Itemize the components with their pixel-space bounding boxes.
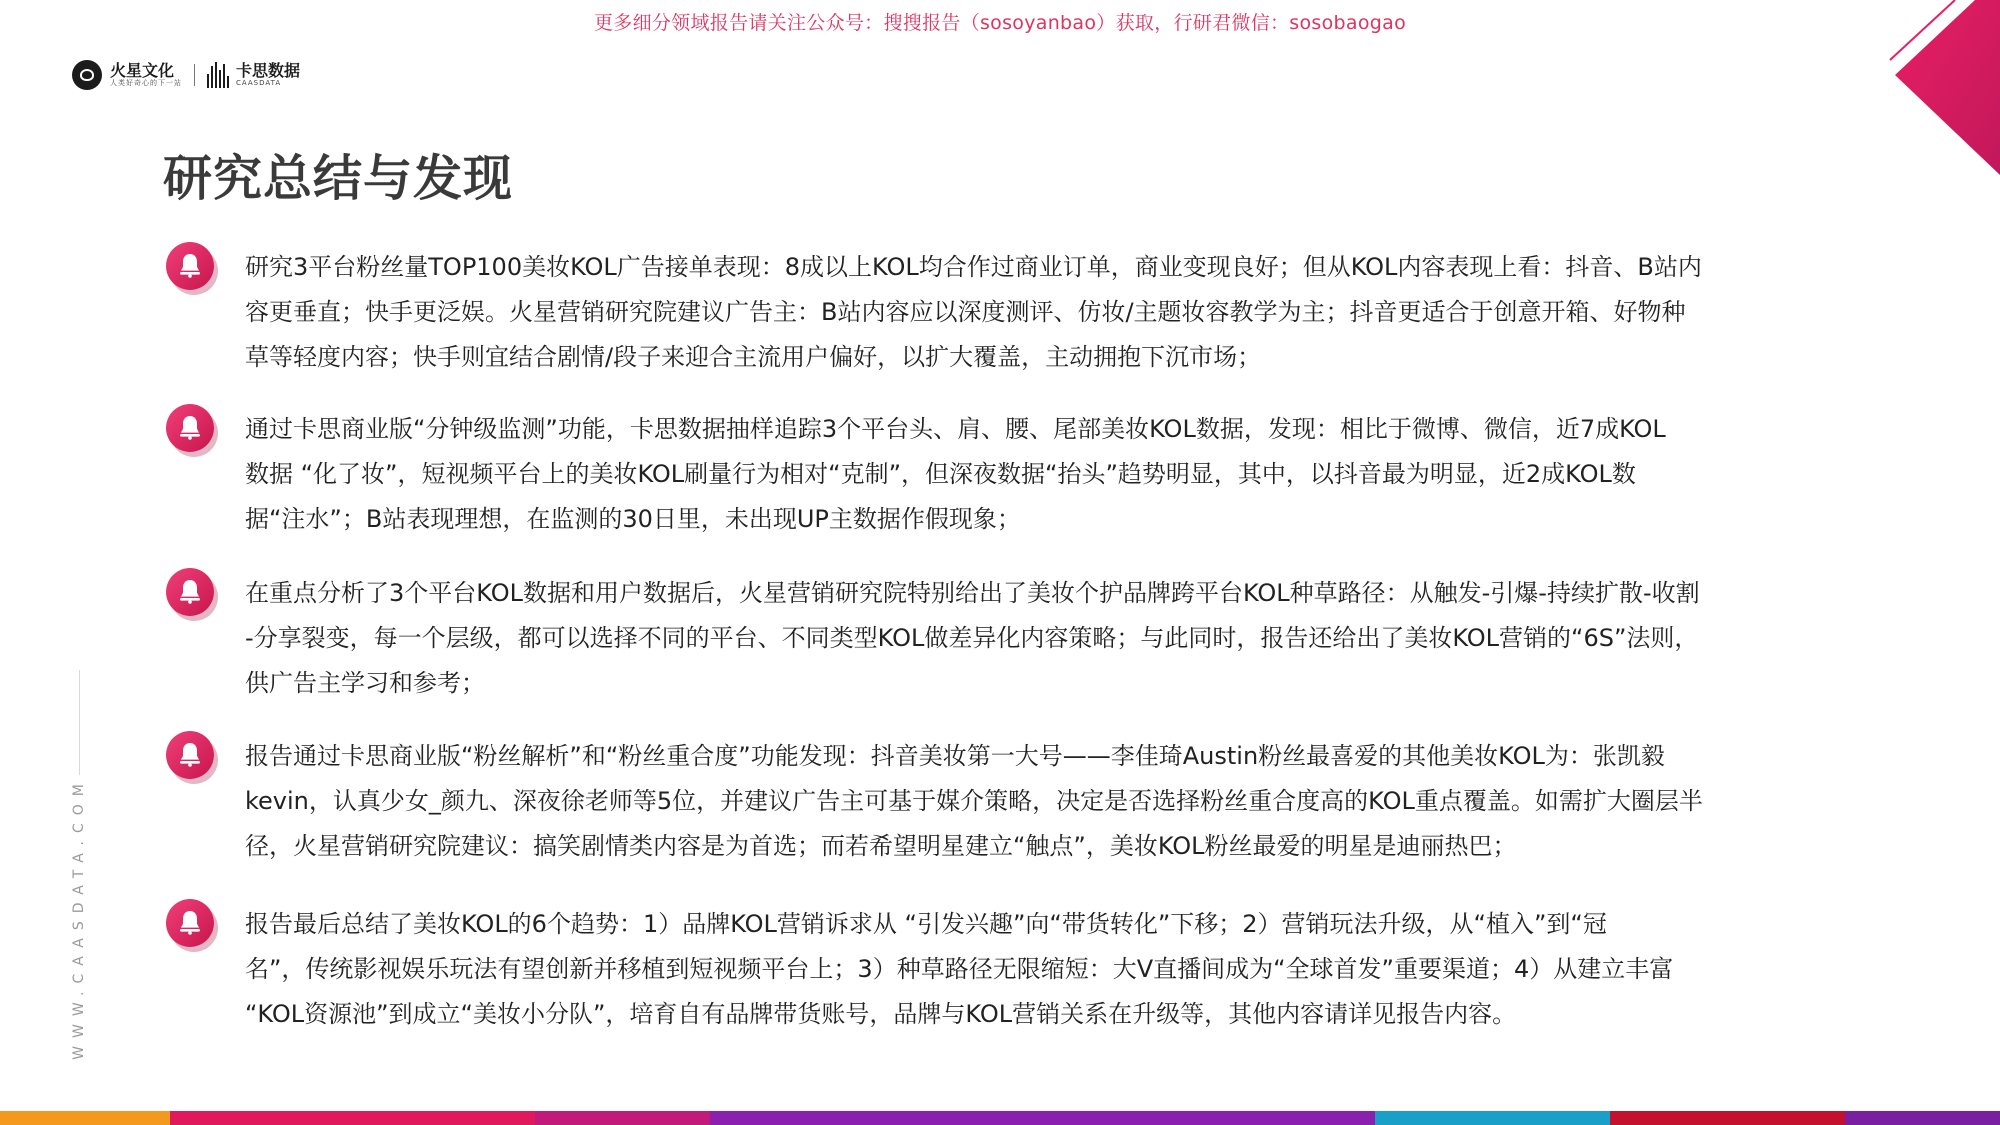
strip-segment (1845, 1111, 2000, 1125)
summary-text-3: 在重点分析了3个平台KOL数据和用户数据后，火星营销研究院特别给出了美妆个护品牌跨平台KOL种草路径：从触发-引爆-持续扩散-收割 -分享裂变，每一个层级，都可以选择不同的平台、不同类型KOL做差异化内容策略；与此同时，报告还给出了美妆KOL营销的“6S”法则， 供广告主学习和参考； (245, 579, 1700, 697)
logo-divider (194, 64, 195, 86)
bell-icon (166, 731, 214, 779)
side-url: WWW.CAASDATA.COM (71, 776, 87, 1060)
partner-name: 卡思数据 (236, 60, 301, 80)
strip-segment (0, 1111, 170, 1125)
bell-icon (166, 568, 214, 616)
strip-segment (535, 1111, 710, 1125)
strip-segment (1610, 1111, 1845, 1125)
summary-text-2: 通过卡思商业版“分钟级监测”功能，卡思数据抽样追踪3个平台头、肩、腰、尾部美妆KOL数据，发现：相比于微博、微信，近7成KOL 数据 “化了妆”，短视频平台上的美妆KOL刷量行为相对“克制”，但深夜数据“抬头”趋势明显，其中，以抖音最为明显，近2成KOL数 据“注水”；B站表现理想，在监测的30日里，未出现UP主数据作假现象； (245, 415, 1666, 533)
brand-block (110, 60, 182, 88)
bottom-color-strip (0, 1111, 2000, 1125)
top-notice: 更多细分领域报告请关注公众号：搜搜报告（sosoyanbao）获取，行研君微信：sosobaogao (593, 12, 1406, 34)
mars-logo-icon (72, 60, 102, 90)
page-title: 研究总结与发现 (163, 150, 514, 207)
bell-icon (166, 899, 214, 947)
bell-icon (166, 242, 214, 290)
summary-text-1: 研究3平台粉丝量TOP100美妆KOL广告接单表现：8成以上KOL均合作过商业订单，商业变现良好；但从KOL内容表现上看：抖音、B站内 容更垂直；快手更泛娱。火星营销研究院建议广告主：B站内容应以深度测评、仿妆/主题妆容教学为主；抖音更适合于创意开箱、好物种 草等轻度内容；快手则宜结合剧情/段子来迎合主流用户偏好，以扩大覆盖，主动拥抱下沉市场； (245, 253, 1702, 371)
strip-segment (170, 1111, 535, 1125)
brand-slogan: 人类好奇心的下一站 (110, 78, 182, 87)
strip-segment (1375, 1111, 1610, 1125)
side-line (79, 670, 80, 775)
strip-segment (710, 1111, 1375, 1125)
caasdata-bars-icon (207, 62, 231, 88)
corner-decoration (1880, 0, 2000, 175)
summary-text-5: 报告最后总结了美妆KOL的6个趋势：1）品牌KOL营销诉求从 “引发兴趣”向“带货转化”下移；2）营销玩法升级，从“植入”到“冠 名”，传统影视娱乐玩法有望创新并移植到短视频平台上；3）种草路径无限缩短：大V直播间成为“全球首发”重要渠道；4）从建立丰富 “KOL资源池”到成立“美妆小分队”，培育自有品牌带货账号，品牌与KOL营销关系在升级等，其他内容请详见报告内容。 (245, 910, 1674, 1028)
brand-name: 火星文化 (110, 60, 175, 80)
summary-text-4: 报告通过卡思商业版“粉丝解析”和“粉丝重合度”功能发现：抖音美妆第一大号——李佳琦Austin粉丝最喜爱的其他美妆KOL为：张凯毅 kevin，认真少女_颜九、深夜徐老师等5位，并建议广告主可基于媒介策略，决定是否选择粉丝重合度高的KOL重点覆盖。如需扩大圈层半 径，火星营销研究院建议：搞笑剧情类内容是为首选；而若希望明星建立“触点”，美妆KOL粉丝最爱的明星是迪丽热巴； (245, 742, 1703, 860)
bell-icon (166, 404, 214, 452)
partner-block (236, 60, 301, 88)
logo-bar (72, 55, 300, 95)
partner-sub: CAASDATA (236, 78, 282, 87)
